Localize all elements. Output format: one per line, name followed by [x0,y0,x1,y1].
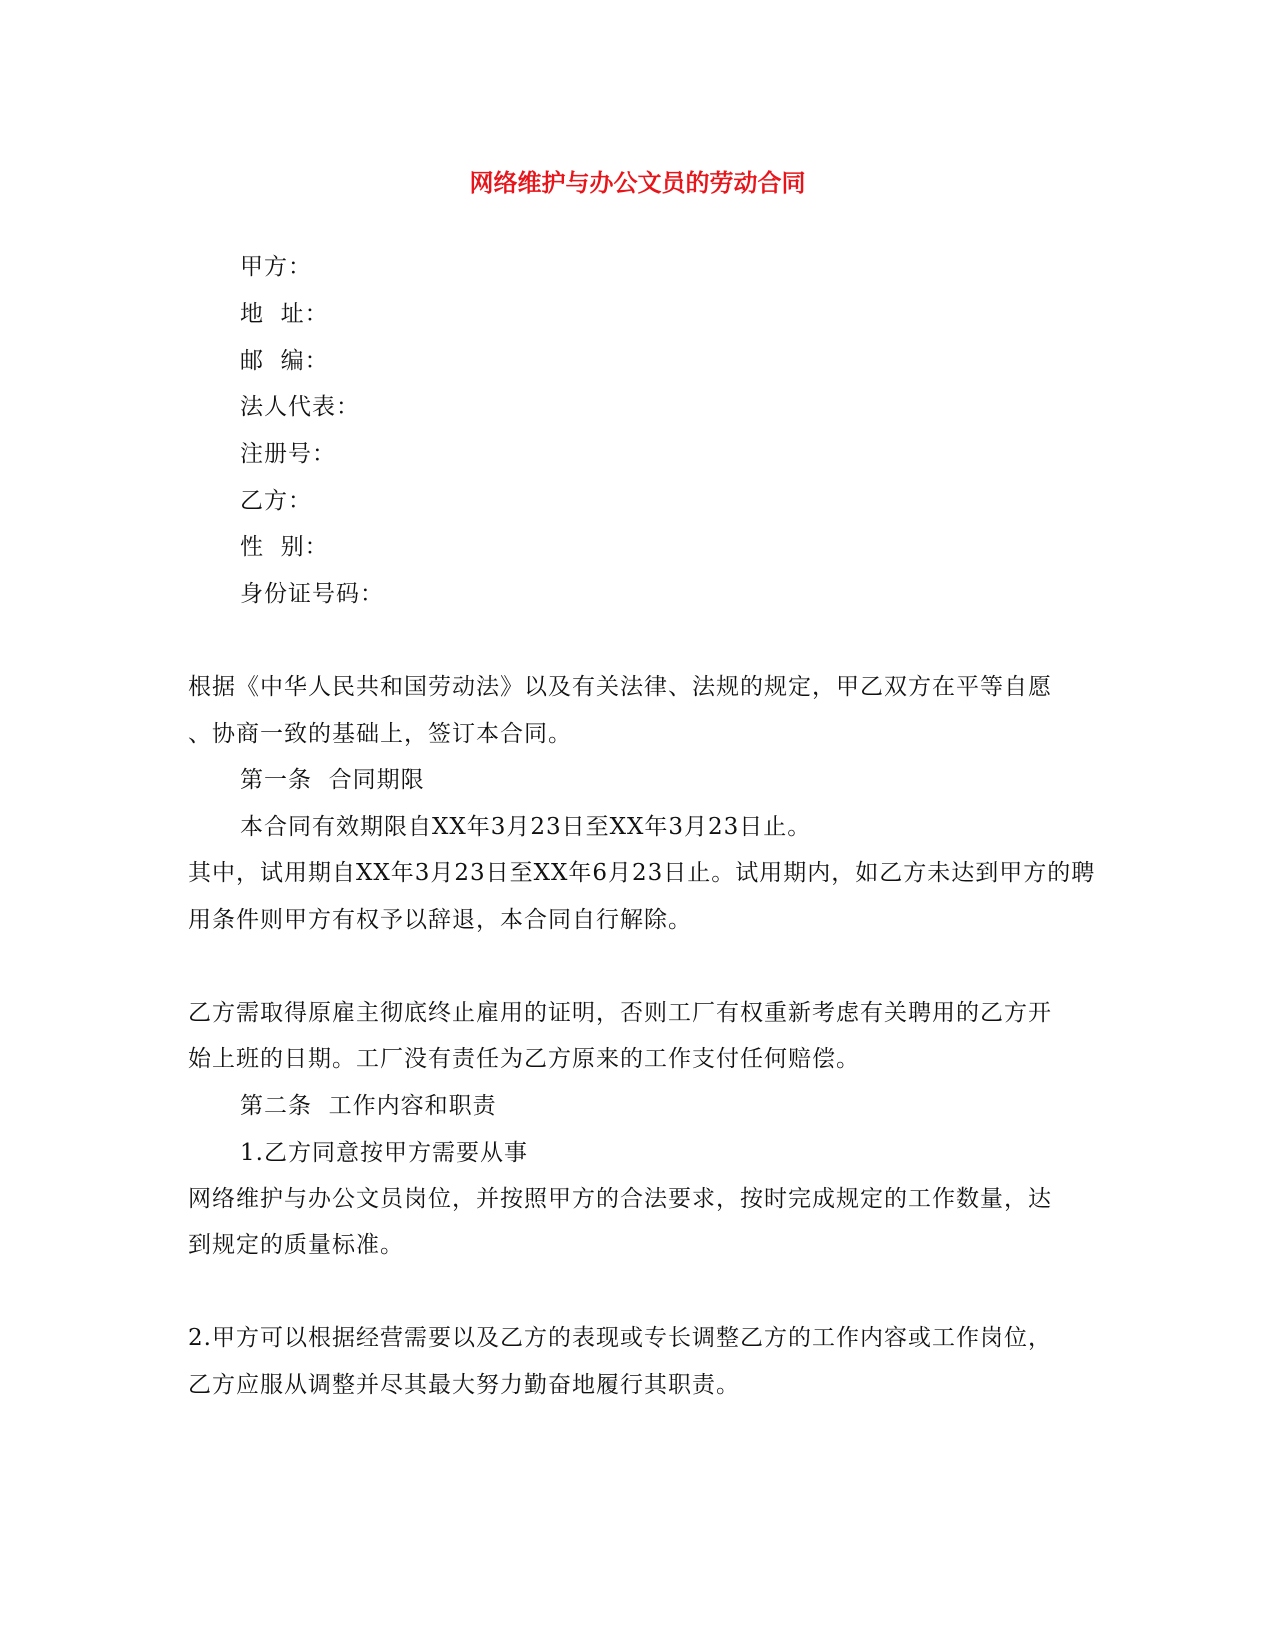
article-2-item-1-line-3: 到规定的质量标准。 [188,1232,404,1258]
article-2-heading: 第二条 工作内容和职责 [240,1093,497,1119]
field-id-number: 身份证号码： [240,581,384,607]
field-postcode: 邮 编： [240,348,329,374]
article-1-probation-line-2: 用条件则甲方有权予以辞退，本合同自行解除。 [188,907,692,933]
field-legal-representative: 法人代表： [240,394,360,420]
article-1-heading: 第一条 合同期限 [240,767,425,793]
article-1-certificate-line-2: 始上班的日期。工厂没有责任为乙方原来的工作支付任何赔偿。 [188,1046,860,1072]
article-2-item-2-line-2: 乙方应服从调整并尽其最大努力勤奋地履行其职责。 [188,1372,740,1398]
field-party-a: 甲方： [240,254,312,280]
document-title: 网络维护与办公文员的劳动合同 [469,169,806,197]
preamble-line-2: 、协商一致的基础上，签订本合同。 [188,721,572,747]
field-address: 地 址： [240,301,329,327]
article-2-item-1-line-1: 1.乙方同意按甲方需要从事 [240,1140,528,1166]
article-2-item-1-line-2: 网络维护与办公文员岗位，并按照甲方的合法要求，按时完成规定的工作数量，达 [188,1186,1052,1212]
field-gender: 性 别： [240,534,329,560]
article-1-term: 本合同有效期限自XX年3月23日至XX年3月23日止。 [240,814,812,840]
preamble-line-1: 根据《中华人民共和国劳动法》以及有关法律、法规的规定，甲乙双方在平等自愿 [188,674,1052,700]
field-registration-number: 注册号： [240,441,336,467]
article-1-probation-line-1: 其中，试用期自XX年3月23日至XX年6月23日止。试用期内，如乙方未达到甲方的聘 [188,860,1096,886]
article-2-item-2-line-1: 2.甲方可以根据经营需要以及乙方的表现或专长调整乙方的工作内容或工作岗位， [188,1325,1052,1351]
article-1-certificate-line-1: 乙方需取得原雇主彻底终止雇用的证明，否则工厂有权重新考虑有关聘用的乙方开 [188,1000,1052,1026]
field-party-b: 乙方： [240,488,312,514]
